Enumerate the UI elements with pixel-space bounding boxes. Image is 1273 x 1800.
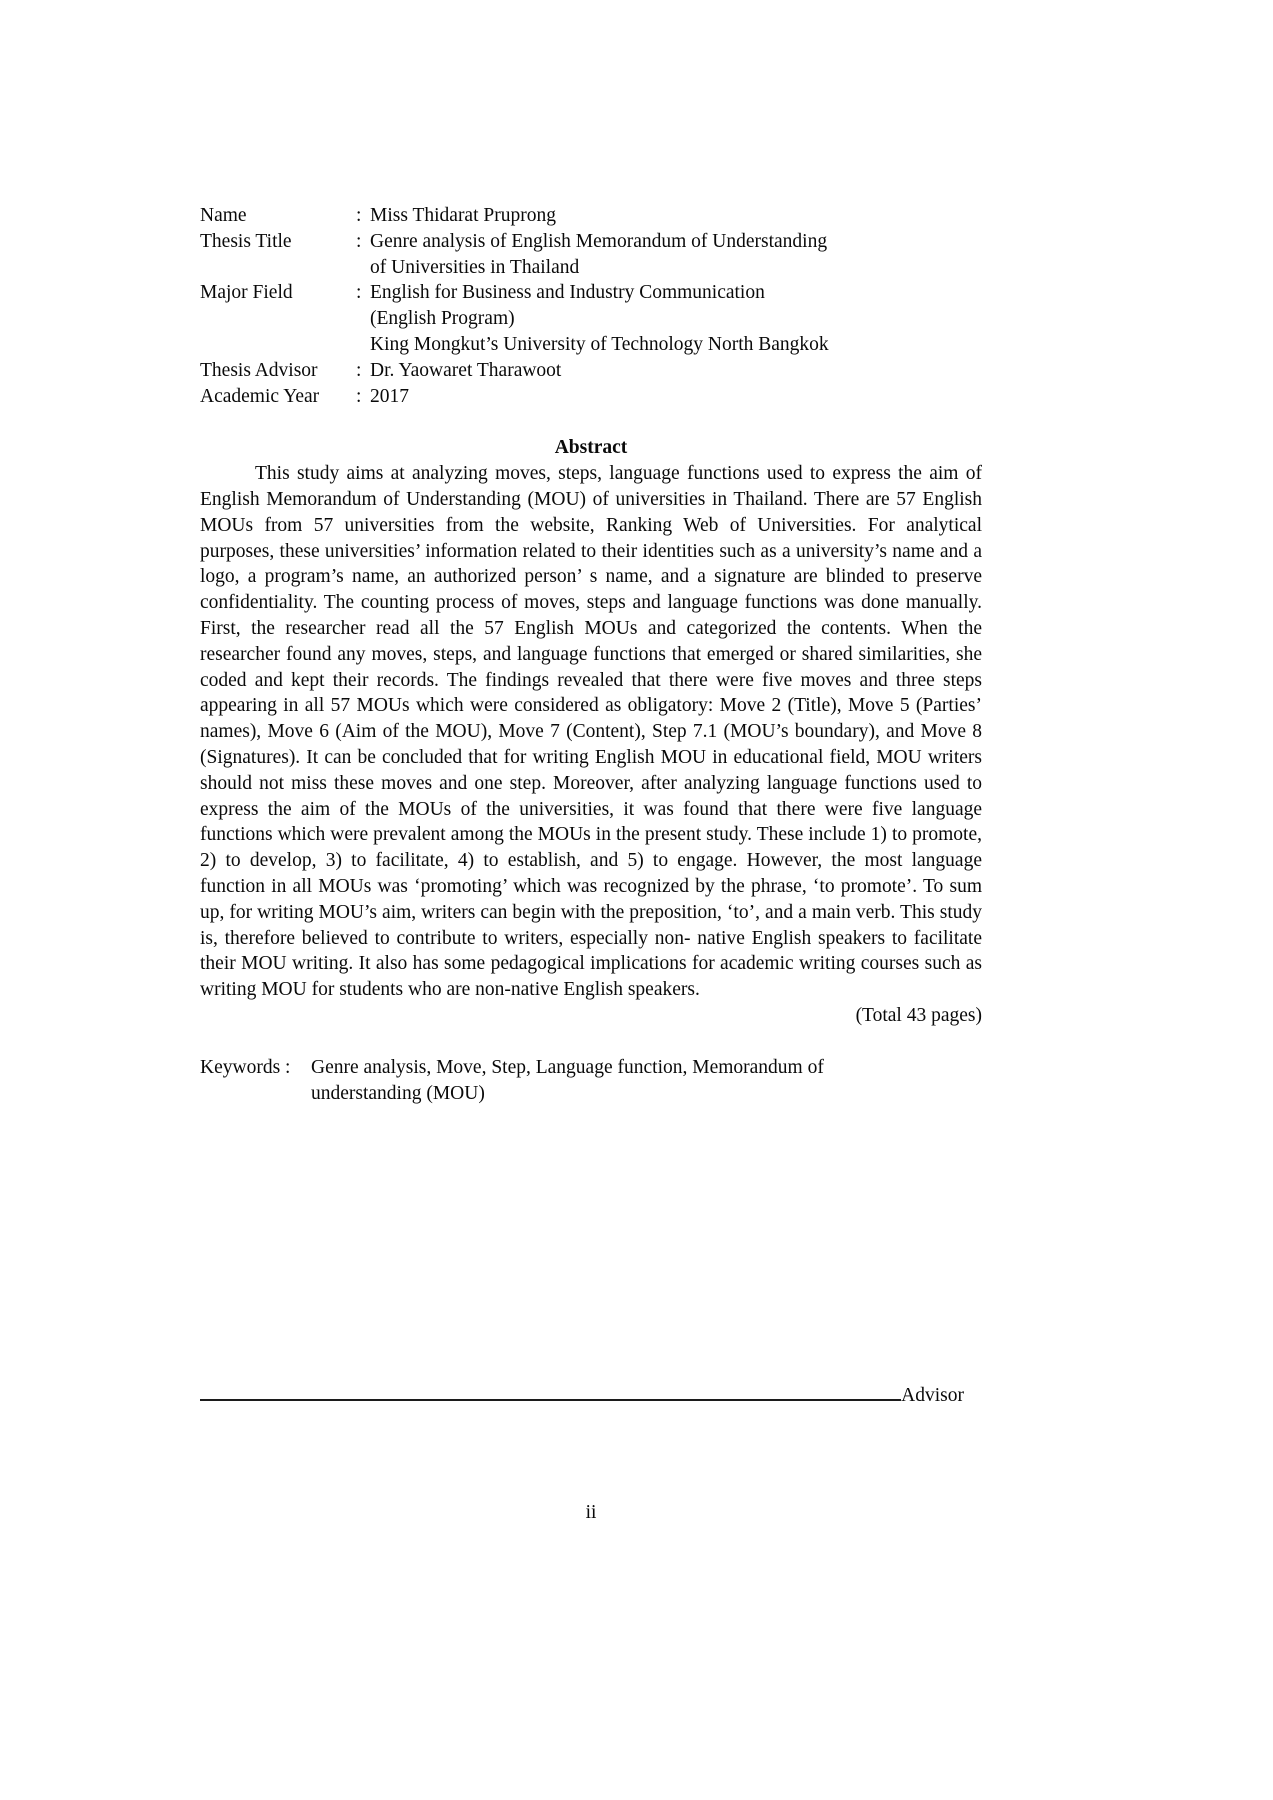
meta-value-line: 2017 bbox=[370, 385, 409, 407]
meta-row-major-field bbox=[200, 280, 982, 357]
meta-row-academic-year bbox=[200, 384, 982, 410]
meta-separator: : bbox=[356, 230, 362, 252]
meta-value-line: (English Program) bbox=[370, 308, 515, 330]
keywords-line: Genre analysis, Move, Step, Language function, Memorandum of bbox=[311, 1056, 824, 1078]
meta-label-name: Name bbox=[200, 205, 247, 226]
keywords-block bbox=[200, 1055, 982, 1107]
content-column bbox=[200, 203, 982, 1106]
keywords-line: understanding (MOU) bbox=[311, 1082, 485, 1104]
meta-value-major-field bbox=[370, 280, 982, 357]
meta-label-thesis-advisor: Thesis Advisor bbox=[200, 359, 318, 381]
advisor-signature-label: Advisor bbox=[901, 1385, 964, 1406]
meta-separator: : bbox=[356, 205, 362, 226]
meta-value-thesis-advisor bbox=[370, 358, 982, 384]
advisor-signature-row bbox=[200, 1376, 964, 1409]
meta-value-line: English for Business and Industry Communication bbox=[370, 282, 765, 304]
meta-row-thesis-title bbox=[200, 229, 982, 281]
meta-label-major-field: Major Field bbox=[200, 282, 293, 304]
meta-value-line: Miss Thidarat Pruprong bbox=[370, 205, 556, 226]
total-pages-note: (Total 43 pages) bbox=[855, 1004, 982, 1026]
keywords-value bbox=[311, 1055, 982, 1107]
meta-value-line: King Mongkut’s University of Technology North Bangkok bbox=[370, 333, 829, 355]
meta-value-line: Dr. Yaowaret Tharawoot bbox=[370, 359, 562, 381]
meta-value-line: Genre analysis of English Memorandum of Understanding bbox=[370, 230, 828, 252]
meta-row-thesis-advisor bbox=[200, 358, 982, 384]
page-number: ii bbox=[585, 1502, 597, 1523]
abstract-body-paragraph: This study aims at analyzing moves, steps, language functions used to express the aim of English Memorandum of Understanding (MOU) of universities in Thailand. There are 57 English MOUs from 57 universities from the website, Ranking Web of Universities. For analytical purposes, these universities’ information related to their identities such as a university’s name and a logo, a program’s name, an authorized person’ s name, and a signature are blinded to preserve confidentiality. The counting process of moves, steps and language functions was done manually. First, the researcher read all the 57 English MOUs and categorized the contents. When the researcher found any moves, steps, and language functions that emerged or shared similarities, she coded and kept their records. The findings revealed that there were five moves and three steps appearing in all 57 MOUs which were considered as obligatory: Move 2 (Title), Move 5 (Parties’ names), Move 6 (Aim of the MOU), Move 7 (Content), Step 7.1 (MOU’s boundary), and Move 8 (Signatures). It can be concluded that for writing English MOU in educational field, MOU writers should not miss these moves and one step. Moreover, after analyzing language functions used to express the aim of the MOUs of the universities, it was found that there were five language functions which were prevalent among the MOUs in the present study. These include 1) to promote, 2) to develop, 3) to facilitate, 4) to establish, and 5) to engage. However, the most language function in all MOUs was ‘promoting’ which was recognized by the phrase, ‘to promote’. To sum up, for writing MOU’s aim, writers can begin with the preposition, ‘to’, and a main verb. This study is, therefore believed to contribute to writers, especially non- native English speakers to facilitate their MOU writing. It also has some pedagogical implications for academic writing courses such as writing MOU for students who are non-native English speakers. bbox=[200, 463, 982, 1001]
meta-label-academic-year: Academic Year bbox=[200, 385, 320, 407]
abstract-heading: Abstract bbox=[554, 437, 628, 459]
meta-row-name bbox=[200, 203, 982, 229]
signature-line bbox=[200, 1376, 901, 1401]
meta-value-thesis-title bbox=[370, 229, 982, 281]
thesis-metadata-block bbox=[200, 203, 982, 409]
meta-value-line: of Universities in Thailand bbox=[370, 256, 580, 278]
meta-value-name bbox=[370, 203, 982, 229]
meta-label-thesis-title: Thesis Title bbox=[200, 230, 292, 252]
meta-separator: : bbox=[356, 385, 362, 407]
keywords-label: Keywords : bbox=[200, 1056, 291, 1078]
meta-separator: : bbox=[356, 282, 362, 304]
meta-separator: : bbox=[356, 359, 362, 381]
meta-value-academic-year bbox=[370, 384, 982, 410]
